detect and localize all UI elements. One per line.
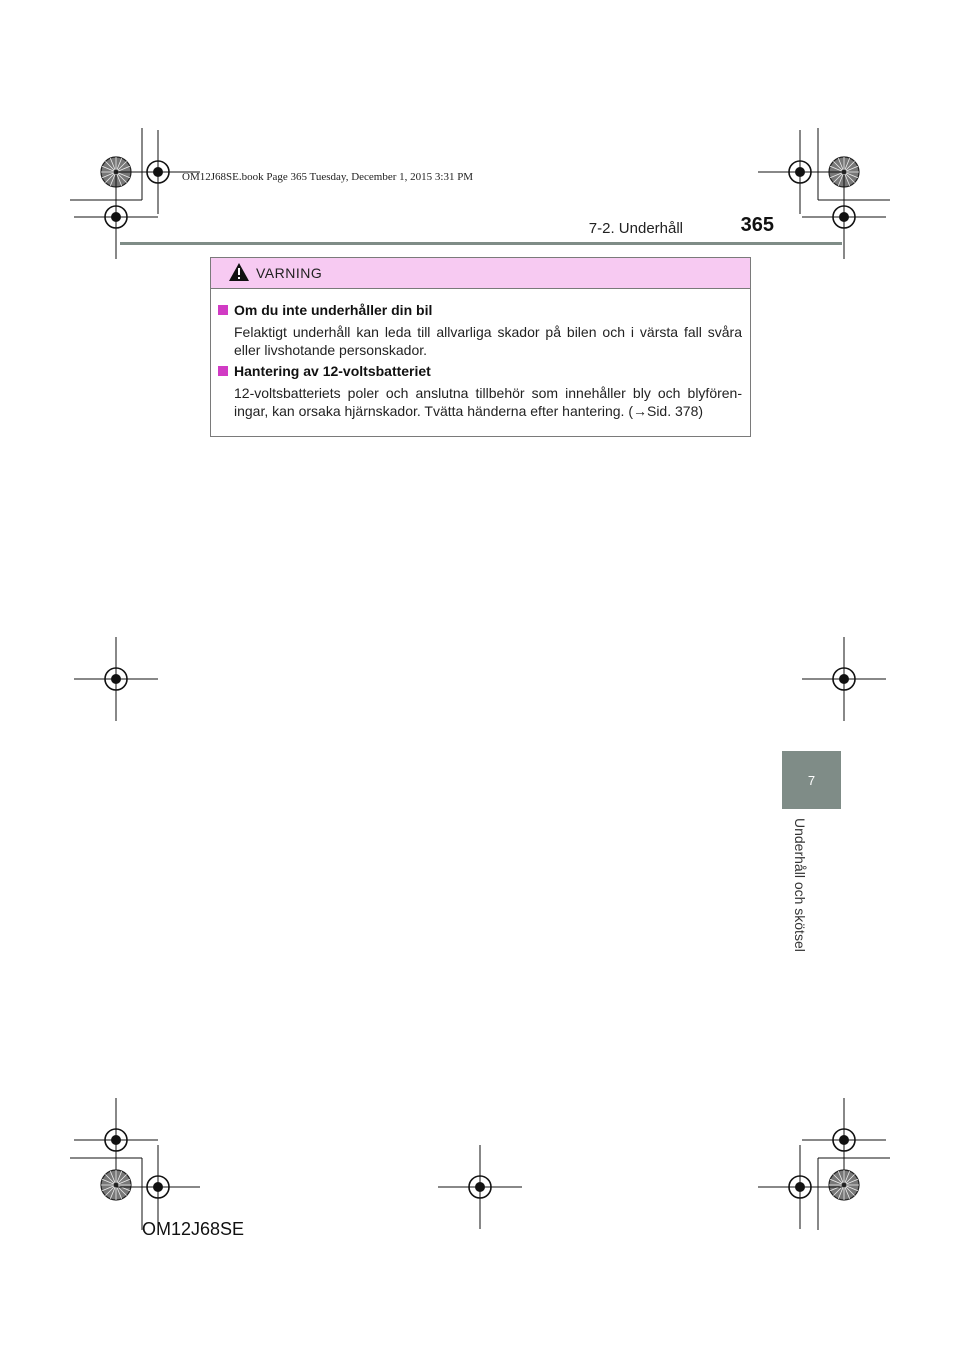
warning-box (210, 257, 751, 437)
bullet-square-icon (218, 366, 228, 376)
warning-item (218, 300, 742, 359)
section-title: 7-2. Underhåll (588, 220, 683, 237)
print-info: OM12J68SE.book Page 365 Tuesday, December 1, 2015 3:31 PM (182, 171, 474, 183)
chapter-label: Underhåll och skötsel (792, 818, 808, 952)
warning-item-body: Felaktigt underhåll kan leda till allvarliga skador på bilen och i värsta fall svåra eller livshotande personskador. (234, 324, 742, 358)
warning-item-body: 12-voltsbatteriets poler och anslutna tillbehör som innehåller bly och blyfören-ingar, kan orsaka hjärnskador. Tvätta händerna efter hantering. (→Sid. 378) (234, 385, 742, 419)
header-rule (120, 242, 842, 245)
registration-mark (802, 637, 886, 721)
page-number: 365 (740, 214, 774, 236)
bullet-square-icon (218, 305, 228, 315)
registration-mark (74, 637, 158, 721)
registration-mark (438, 1145, 522, 1229)
starburst-mark-bottom-left (101, 1170, 131, 1200)
chapter-tab (782, 751, 841, 809)
manual-code: OM12J68SE (142, 1219, 245, 1239)
warning-item (218, 361, 742, 420)
registration-mark (758, 130, 842, 214)
warning-header (211, 258, 750, 289)
warning-item-title: Om du inte underhåller din bil (234, 302, 433, 318)
warning-triangle-icon (228, 262, 250, 282)
registration-mark (802, 175, 886, 259)
warning-item-title: Hantering av 12-voltsbatteriet (234, 363, 431, 379)
starburst-mark-bottom-right (829, 1170, 859, 1200)
warning-title: VARNING (256, 265, 323, 281)
chapter-number: 7 (807, 773, 816, 788)
registration-mark (74, 175, 158, 259)
